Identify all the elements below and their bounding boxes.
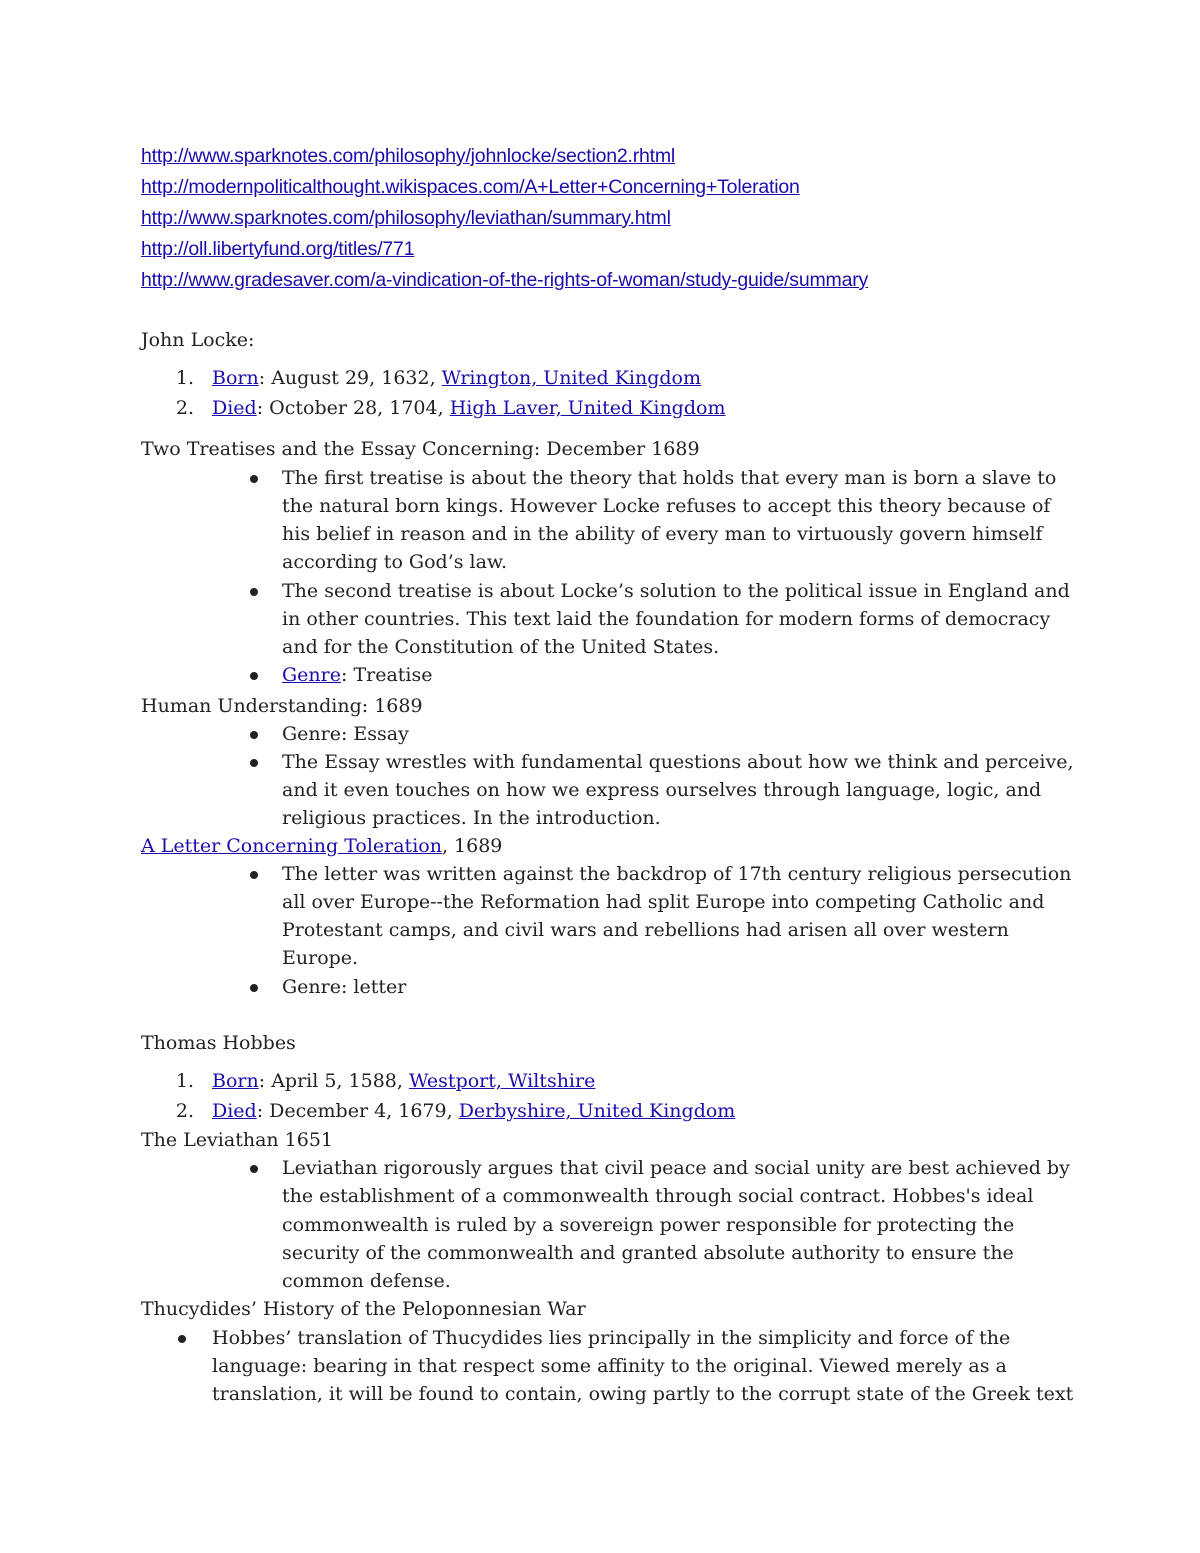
list-item-line: according to God’s law. xyxy=(282,551,507,573)
bullet-icon xyxy=(250,1165,258,1173)
list-item-line: security of the commonwealth and granted absolute authority to ensure the xyxy=(282,1242,1014,1264)
list-number: 2. xyxy=(175,1100,194,1122)
thucydides-heading: Thucydides’ History of the Peloponnesian War xyxy=(141,1298,586,1320)
list-item-line: all over Europe--the Reformation had split Europe into competing Catholic and xyxy=(282,891,1045,913)
locke-born-line: Born: August 29, 1632, Wrington, United Kingdom xyxy=(212,367,701,389)
birthplace-link[interactable]: Westport, Wiltshire xyxy=(408,1070,596,1092)
genre-link[interactable]: Genre xyxy=(282,664,341,686)
list-item-line: The letter was written against the backdrop of 17th century religious persecution xyxy=(282,863,1072,885)
list-item-line: language: bearing in that respect some affinity to the original. Viewed merely as a xyxy=(212,1355,1007,1377)
link-sparknotes-locke[interactable]: http://www.sparknotes.com/philosophy/johnlocke/section2.rhtml xyxy=(141,145,676,167)
list-number: 2. xyxy=(175,397,194,419)
treatises-heading: Two Treatises and the Essay Concerning: December 1689 xyxy=(141,438,700,460)
died-link[interactable]: Died xyxy=(212,1100,257,1122)
toleration-heading: A Letter Concerning Toleration, 1689 xyxy=(141,835,503,857)
list-item-line: The Essay wrestles with fundamental questions about how we think and perceive, xyxy=(282,751,1074,773)
born-link[interactable]: Born xyxy=(212,1070,259,1092)
list-item-line: Europe. xyxy=(282,947,359,969)
birthplace-link[interactable]: Wrington, United Kingdom xyxy=(441,367,701,389)
understanding-heading: Human Understanding: 1689 xyxy=(141,695,423,717)
list-number: 1. xyxy=(175,1070,194,1092)
hobbes-died-line: Died: December 4, 1679, Derbyshire, United Kingdom xyxy=(212,1100,736,1122)
link-gradesaver[interactable]: http://www.gradesaver.com/a-vindication-of-the-rights-of-woman/study-guide/summary xyxy=(141,269,869,291)
list-item-line: commonwealth is ruled by a sovereign power responsible for protecting the xyxy=(282,1214,1015,1236)
link-wikispaces-toleration[interactable]: http://modernpoliticalthought.wikispaces.com/A+Letter+Concerning+Toleration xyxy=(141,176,800,198)
died-link[interactable]: Died xyxy=(212,397,257,419)
locke-died-line: Died: October 28, 1704, High Laver, United Kingdom xyxy=(212,397,726,419)
list-item-line: translation, it will be found to contain, owing partly to the corrupt state of the Greek text xyxy=(212,1383,1074,1405)
list-item-line: the natural born kings. However Locke refuses to accept this theory because of xyxy=(282,495,1051,517)
born-link[interactable]: Born xyxy=(212,367,259,389)
list-item-line: common defense. xyxy=(282,1270,451,1292)
bullet-icon xyxy=(250,475,258,483)
list-item-line: Genre: Essay xyxy=(282,723,409,745)
list-item-line: Protestant camps, and civil wars and rebellions had arisen all over western xyxy=(282,919,1009,941)
locke-heading: John Locke: xyxy=(141,329,255,351)
list-item-line: the establishment of a commonwealth through social contract. Hobbes's ideal xyxy=(282,1185,1034,1207)
toleration-link[interactable]: A Letter Concerning Toleration xyxy=(141,835,442,857)
genre-line: Genre: Treatise xyxy=(282,664,433,686)
list-item-line: Hobbes’ translation of Thucydides lies principally in the simplicity and force of the xyxy=(212,1327,1011,1349)
list-item-line: in other countries. This text laid the foundation for modern forms of democracy xyxy=(282,608,1051,630)
bullet-icon xyxy=(250,759,258,767)
list-item-line: religious practices. In the introduction. xyxy=(282,807,661,829)
link-sparknotes-leviathan[interactable]: http://www.sparknotes.com/philosophy/leviathan/summary.html xyxy=(141,207,671,229)
list-number: 1. xyxy=(175,367,194,389)
bullet-icon xyxy=(250,588,258,596)
deathplace-link[interactable]: High Laver, United Kingdom xyxy=(449,397,726,419)
list-item-line: and it even touches on how we express ourselves through language, logic, and xyxy=(282,779,1042,801)
hobbes-born-line: Born: April 5, 1588, Westport, Wiltshire xyxy=(212,1070,596,1092)
list-item-line: and for the Constitution of the United States. xyxy=(282,636,720,658)
bullet-icon xyxy=(250,731,258,739)
list-item-line: The second treatise is about Locke’s solution to the political issue in England and xyxy=(282,580,1070,602)
list-item-line: Genre: letter xyxy=(282,976,407,998)
hobbes-heading: Thomas Hobbes xyxy=(141,1032,296,1054)
deathplace-link[interactable]: Derbyshire, United Kingdom xyxy=(458,1100,736,1122)
list-item-line: The first treatise is about the theory that holds that every man is born a slave to xyxy=(282,467,1057,489)
list-item-line: Leviathan rigorously argues that civil peace and social unity are best achieved by xyxy=(282,1157,1070,1179)
bullet-icon xyxy=(250,871,258,879)
bullet-icon xyxy=(178,1335,186,1343)
link-libertyfund[interactable]: http://oll.libertyfund.org/titles/771 xyxy=(141,238,415,260)
bullet-icon xyxy=(250,672,258,680)
list-item-line: his belief in reason and in the ability of every man to virtuously govern himself xyxy=(282,523,1043,545)
leviathan-heading: The Leviathan 1651 xyxy=(141,1129,334,1151)
bullet-icon xyxy=(250,984,258,992)
